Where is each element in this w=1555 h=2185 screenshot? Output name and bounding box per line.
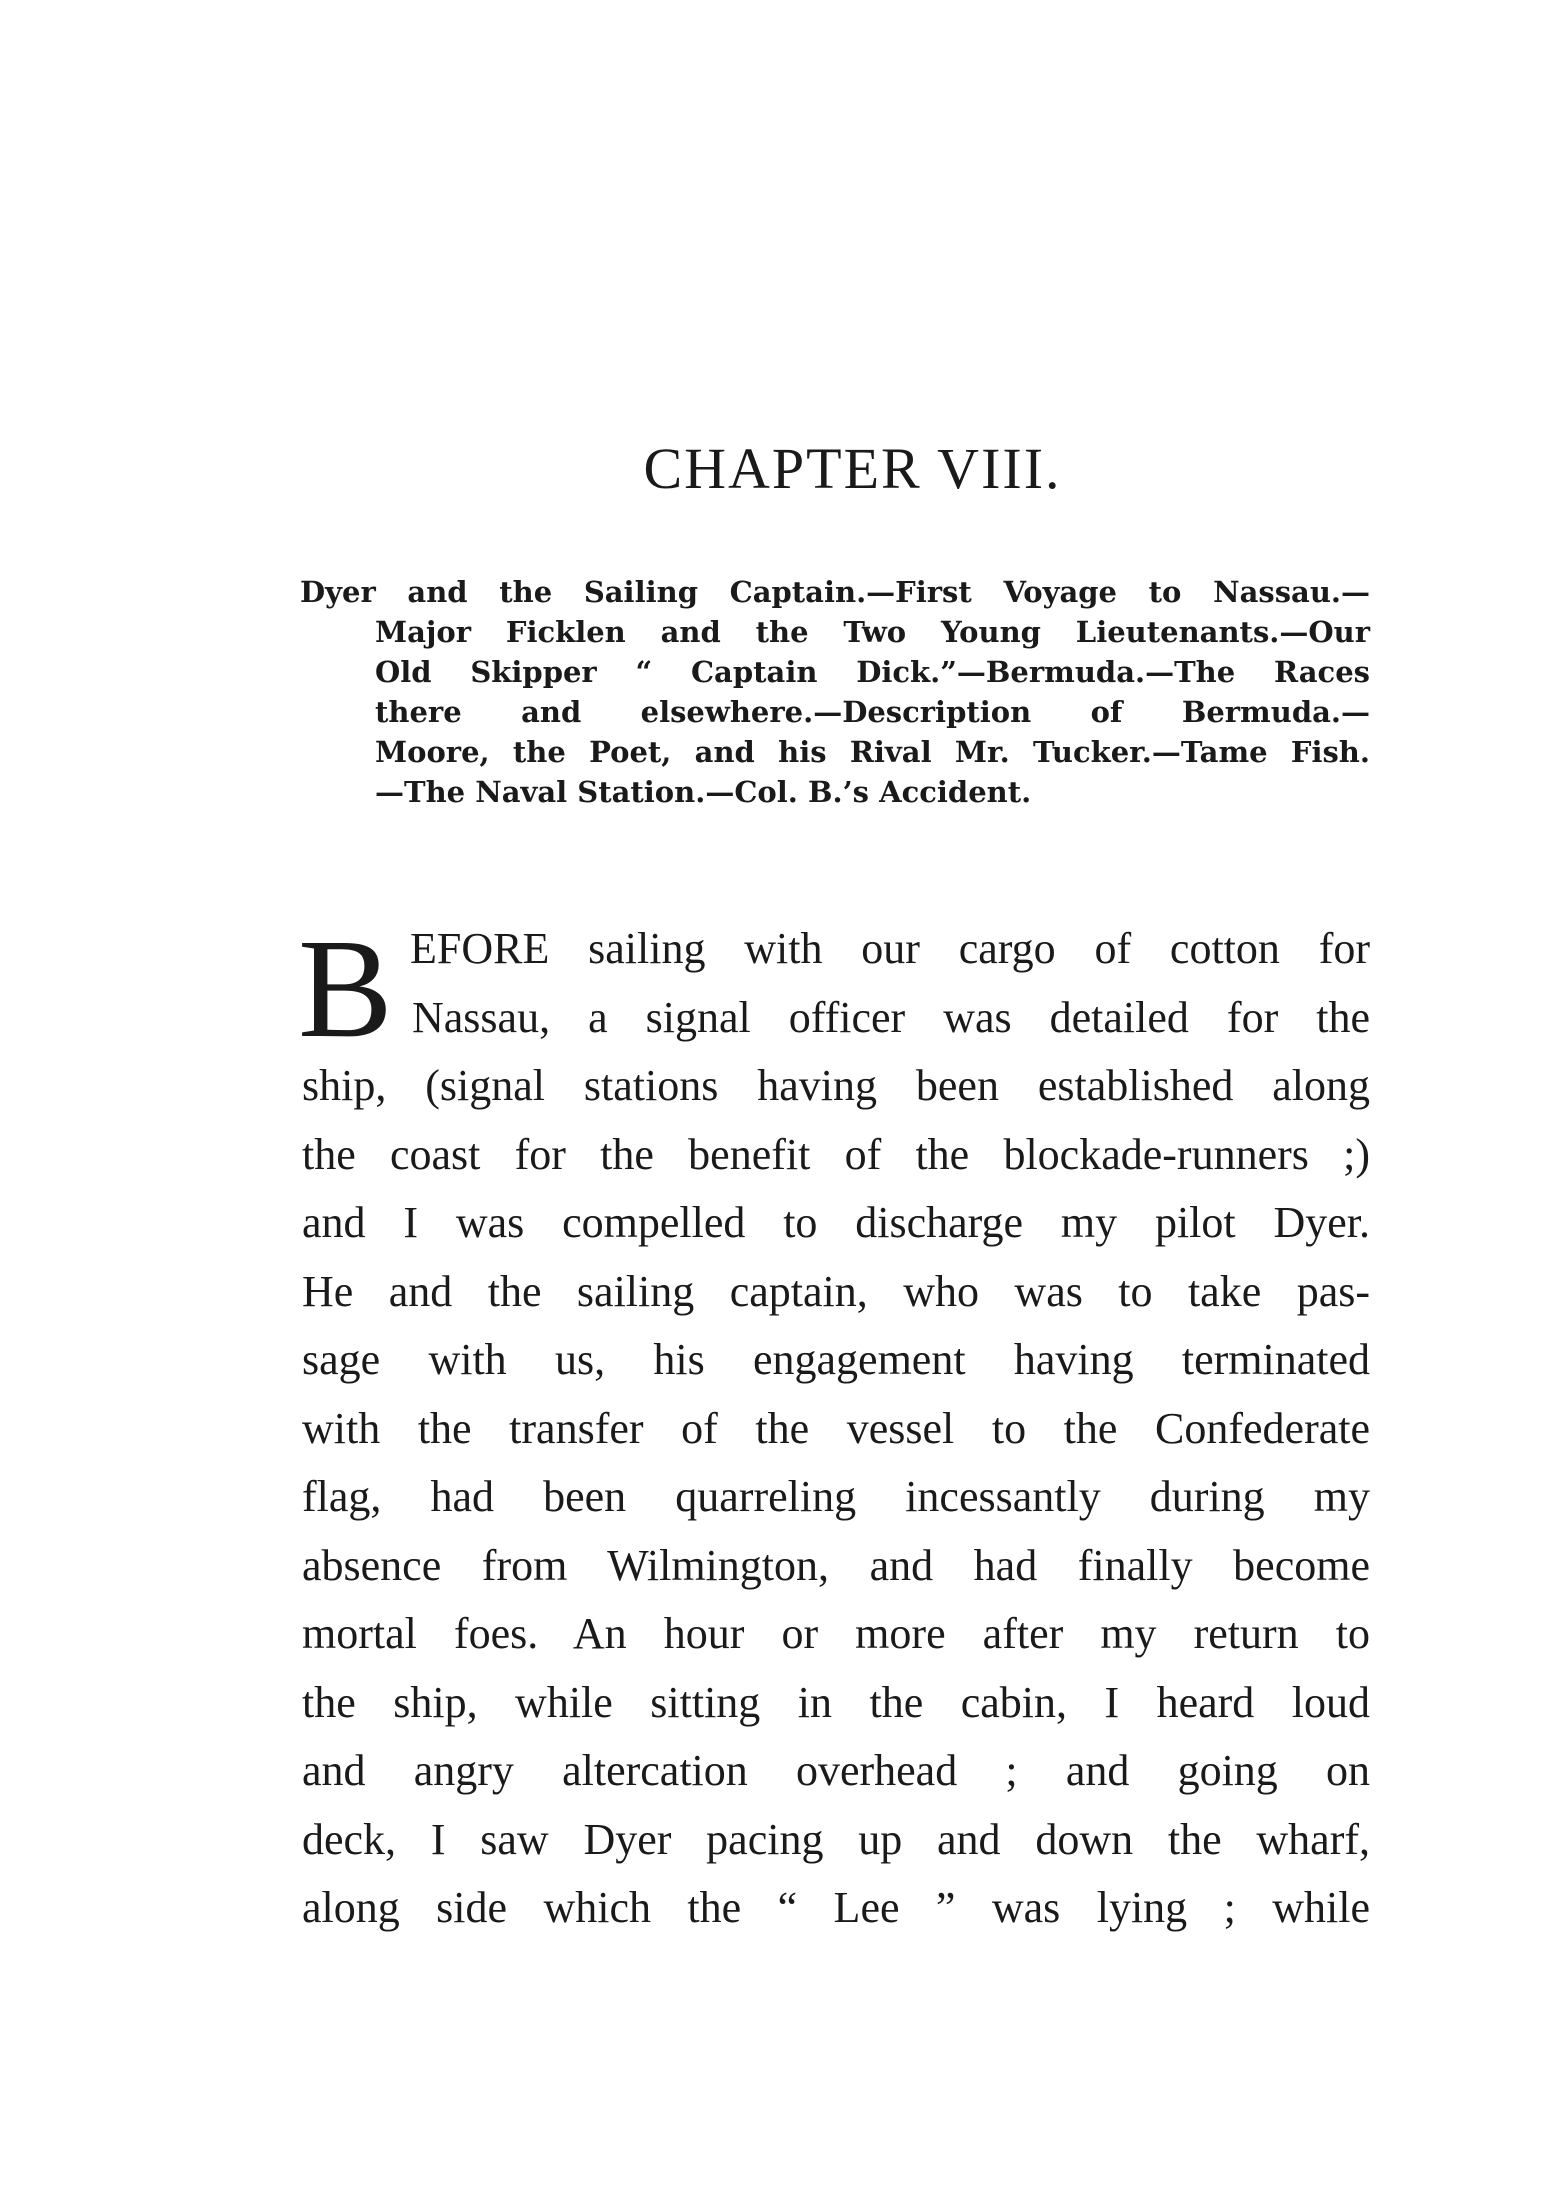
body-line: along side which the “ Lee ” was lying ; while: [302, 1883, 1370, 1932]
body-line: the coast for the benefit of the blockade-runners ;): [302, 1129, 1370, 1179]
body-line: and I was compelled to discharge my pilot Dyer.: [302, 1198, 1370, 1247]
drop-cap: B: [298, 909, 393, 1067]
body-line: the ship, while sitting in the cabin, I heard loud: [302, 1677, 1370, 1727]
chapter-synopsis: [300, 572, 1370, 812]
synopsis-line: there and elsewhere.—Description of Bermuda.—: [375, 695, 1370, 729]
synopsis-line: —The Naval Station.—Col. B.’s Accident.: [375, 775, 1032, 809]
body-line: mortal foes. An hour or more after my return to: [302, 1609, 1370, 1658]
body-line: sage with us, his engagement having terminated: [302, 1335, 1370, 1384]
chapter-heading: CHAPTER VIII.: [643, 436, 1062, 501]
body-line: flag, had been quarreling incessantly during my: [302, 1472, 1370, 1521]
synopsis-line: Major Ficklen and the Two Young Lieutenants.—Our: [375, 615, 1370, 649]
body-line: with the transfer of the vessel to the Confederate: [302, 1403, 1370, 1453]
synopsis-line: Dyer and the Sailing Captain.—First Voyage to Nassau.—: [300, 575, 1370, 609]
body-line: EFORE sailing with our cargo of cotton for: [410, 924, 1370, 973]
body-line: deck, I saw Dyer pacing up and down the wharf,: [302, 1814, 1370, 1864]
body-line: absence from Wilmington, and had finally become: [302, 1540, 1370, 1590]
body-line: Nassau, a signal officer was detailed for the: [412, 992, 1370, 1042]
synopsis-line: Old Skipper “ Captain Dick.”—Bermuda.—The Races: [375, 655, 1370, 689]
body-line: He and the sailing captain, who was to take pas-: [302, 1266, 1370, 1316]
synopsis-line: Moore, the Poet, and his Rival Mr. Tucker.—Tame Fish.: [375, 735, 1370, 769]
body-paragraph: [298, 909, 1370, 1943]
body-line: ship, (signal stations having been established along: [302, 1061, 1370, 1110]
body-line: and angry altercation overhead ; and going on: [302, 1746, 1370, 1795]
